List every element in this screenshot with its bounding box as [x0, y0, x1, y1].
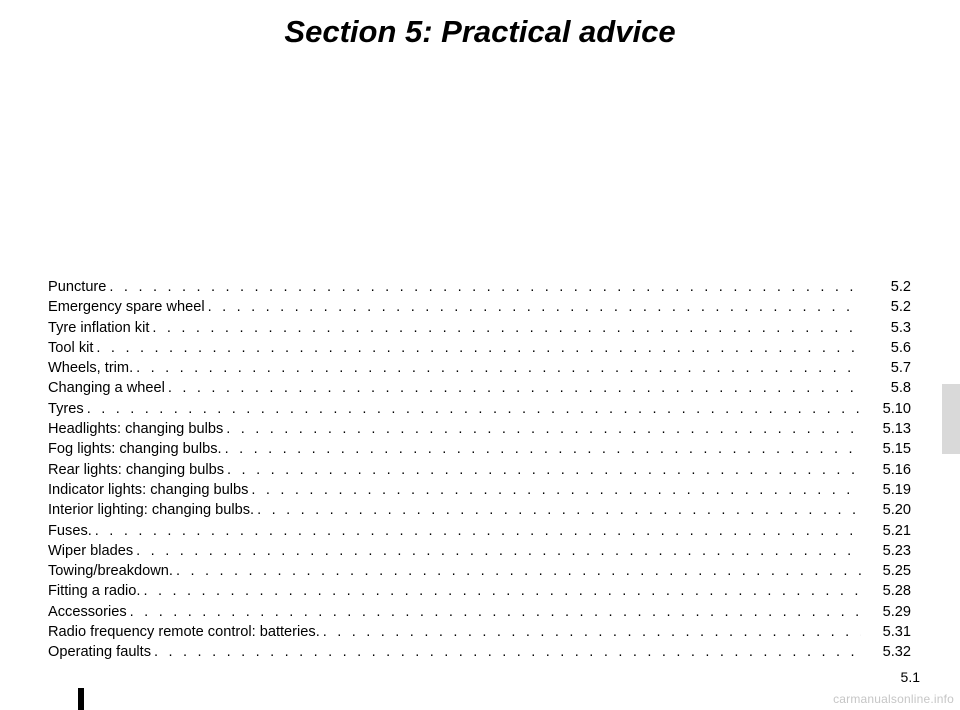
toc-dot-leader	[95, 521, 861, 541]
crop-mark	[78, 688, 84, 710]
toc-entry-title: Towing/breakdown.	[48, 563, 173, 580]
toc-row[interactable]	[48, 602, 911, 622]
toc-page-number: 5.15	[882, 441, 911, 458]
toc-page-number: 5.25	[882, 563, 911, 580]
toc-page-number: 5.10	[882, 400, 911, 417]
toc-entry-title: Tyre inflation kit	[48, 319, 150, 336]
watermark-text: carmanualsonline.info	[833, 692, 954, 706]
toc-dot-leader	[323, 622, 861, 642]
toc-dot-leader	[87, 399, 861, 419]
toc-dot-leader	[227, 460, 861, 480]
toc-page-number: 5.2	[890, 279, 911, 295]
toc-page-number: 5.19	[882, 481, 911, 498]
toc-dot-leader	[208, 297, 861, 317]
toc-row[interactable]	[48, 541, 911, 561]
toc-row[interactable]	[48, 318, 911, 338]
toc-page-number: 5.13	[882, 421, 911, 438]
toc-dot-leader	[226, 419, 861, 439]
toc-page-number: 5.3	[890, 319, 911, 336]
toc-entry-title: Accessories	[48, 603, 127, 620]
toc-entry-title: Interior lighting: changing bulbs.	[48, 502, 255, 519]
toc-dot-leader	[251, 480, 861, 500]
toc-row[interactable]	[48, 642, 911, 662]
toc-entry-title: Headlights: changing bulbs	[48, 421, 224, 438]
toc-dot-leader	[130, 602, 861, 622]
table-of-contents	[48, 277, 911, 663]
toc-row[interactable]	[48, 399, 911, 419]
toc-row[interactable]	[48, 419, 911, 439]
toc-entry-title: Emergency spare wheel	[48, 299, 205, 316]
toc-dot-leader	[136, 358, 861, 378]
toc-row[interactable]	[48, 277, 911, 297]
toc-entry-title: Fuses.	[48, 522, 92, 539]
toc-page-number: 5.16	[882, 461, 911, 478]
toc-page-number: 5.23	[882, 542, 911, 559]
toc-entry-title: Tyres	[48, 400, 84, 417]
toc-row[interactable]	[48, 561, 911, 581]
toc-page-number: 5.28	[882, 583, 911, 600]
toc-entry-title: Puncture	[48, 279, 107, 295]
toc-dot-leader	[154, 642, 861, 662]
toc-dot-leader	[143, 581, 861, 601]
toc-entry-title: Wheels, trim.	[48, 360, 134, 377]
toc-dot-leader	[152, 318, 861, 338]
toc-page-number: 5.29	[882, 603, 911, 620]
toc-dot-leader	[168, 378, 861, 398]
toc-dot-leader	[136, 541, 861, 561]
toc-row[interactable]	[48, 460, 911, 480]
toc-page-number: 5.21	[882, 522, 911, 539]
toc-page-number: 5.6	[890, 339, 911, 356]
toc-row[interactable]	[48, 297, 911, 317]
toc-page-number: 5.7	[890, 360, 911, 377]
toc-dot-leader	[225, 439, 861, 459]
toc-row[interactable]	[48, 622, 911, 642]
page-number: 5.1	[900, 669, 920, 685]
toc-dot-leader	[176, 561, 861, 581]
toc-row[interactable]	[48, 378, 911, 398]
toc-page-number: 5.32	[882, 644, 911, 661]
toc-page-number: 5.31	[882, 624, 911, 641]
section-thumb-tab	[942, 384, 960, 454]
toc-entry-title: Indicator lights: changing bulbs	[48, 481, 249, 498]
toc-row[interactable]	[48, 480, 911, 500]
toc-row[interactable]	[48, 521, 911, 541]
toc-row[interactable]	[48, 439, 911, 459]
toc-dot-leader	[109, 277, 861, 297]
toc-page-number: 5.2	[890, 299, 911, 316]
toc-dot-leader	[257, 500, 861, 520]
toc-entry-title: Wiper blades	[48, 542, 134, 559]
page-title: Section 5: Practical advice	[284, 14, 676, 49]
toc-row[interactable]	[48, 338, 911, 358]
toc-row[interactable]	[48, 581, 911, 601]
toc-row[interactable]	[48, 500, 911, 520]
toc-entry-title: Fog lights: changing bulbs.	[48, 441, 222, 458]
toc-row[interactable]	[48, 358, 911, 378]
toc-entry-title: Fitting a radio.	[48, 583, 141, 600]
toc-page-number: 5.8	[890, 380, 911, 397]
toc-dot-leader	[96, 338, 861, 358]
toc-entry-title: Radio frequency remote control: batteries.	[48, 624, 320, 641]
toc-page-number: 5.20	[882, 502, 911, 519]
toc-entry-title: Rear lights: changing bulbs	[48, 461, 225, 478]
toc-entry-title: Operating faults	[48, 644, 152, 661]
toc-entry-title: Tool kit	[48, 339, 94, 356]
toc-entry-title: Changing a wheel	[48, 380, 165, 397]
